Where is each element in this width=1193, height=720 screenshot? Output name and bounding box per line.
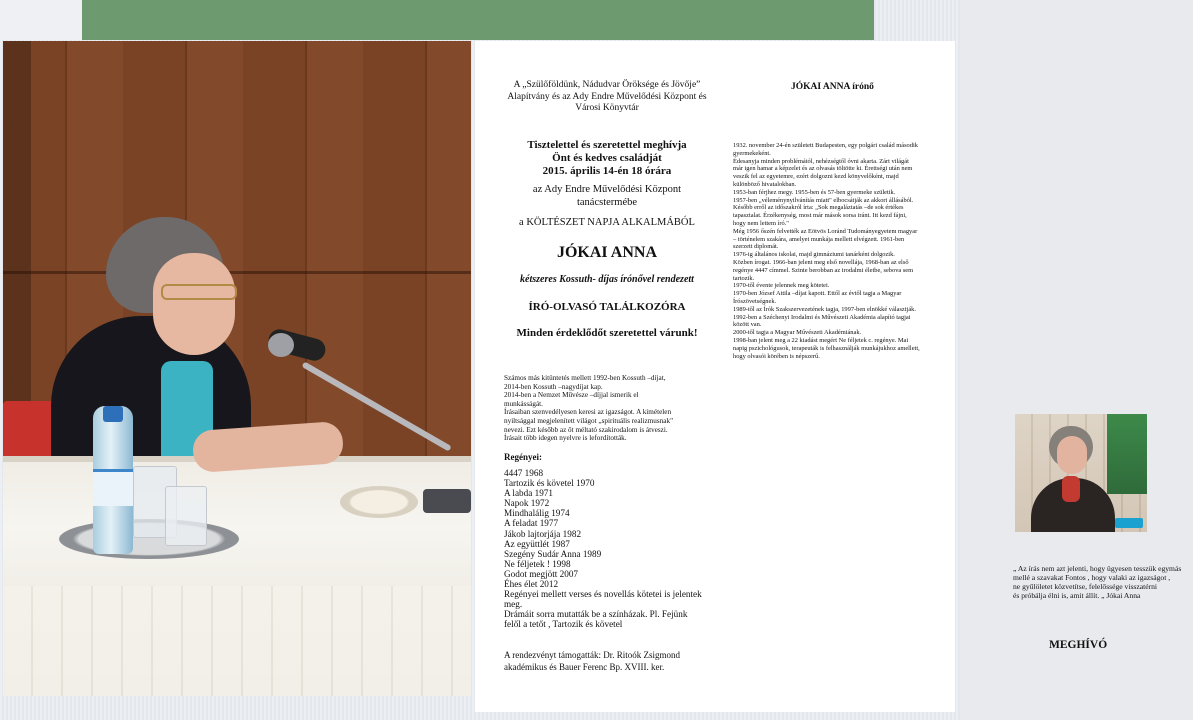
welcome-text: Minden érdeklődőt szeretettel várunk! bbox=[516, 327, 698, 339]
venue-line: tanácstermébe bbox=[576, 197, 638, 208]
bio-line: 1970-től évente jelennek meg kötetei. bbox=[733, 282, 830, 290]
bio-line: már igen hamar a képzelet és az olvasás töltötte ki. Érettségi után nem bbox=[733, 165, 913, 173]
awards-line: Számos más kitüntetés mellett 1992-ben Kossuth –díjat, bbox=[504, 374, 666, 382]
awards-line: Írásait több idegen nyelvre is lefordították. bbox=[504, 434, 627, 443]
novels-heading: Regényei: bbox=[504, 452, 542, 462]
bio-line: Még 1956 őszén felvették az Eötvös Loránd Tudományegyetem magyar bbox=[733, 227, 918, 235]
bio-line: szerzett diplomát. bbox=[733, 243, 779, 251]
bottle-label bbox=[93, 469, 133, 506]
author-description: kétszeres Kossuth- díjas írónővel rendezett bbox=[520, 274, 694, 285]
top-banner bbox=[82, 0, 874, 40]
bio-line: 1932. november 24-én született Budapesten, egy polgári család második bbox=[733, 142, 918, 149]
novel-item: Godot megjött 2007 bbox=[504, 568, 579, 579]
invite-date: 2015. április 14-én 18 órára bbox=[542, 165, 672, 177]
drinking-glass bbox=[165, 486, 207, 546]
bio-line: gyermekeként. bbox=[733, 149, 771, 157]
bottle-cap bbox=[103, 406, 123, 422]
author-portrait bbox=[1015, 414, 1147, 532]
invite-line: Tisztelettel és szeretettel meghívja bbox=[527, 139, 687, 151]
org-line: Városi Könyvtár bbox=[575, 103, 639, 113]
bio-line: 1998-ban jelent meg a 22 kiadást megért Ne féljetek c. regénye. Mai bbox=[733, 336, 909, 344]
novel-item: A labda 1971 bbox=[504, 488, 553, 499]
bio-line: 1970-ben József Attila –díjat kapott. Ettől az évtől tagja a Magyar bbox=[733, 290, 902, 298]
bio-line: Írószövetségnek. bbox=[733, 297, 777, 305]
bio-line: 1976-ig általános iskolai, majd gimnáziumi tanárként dolgozik. bbox=[733, 251, 895, 259]
novel-item: Éhes élet 2012 bbox=[504, 579, 559, 590]
novel-item: Ne féljetek ! 1998 bbox=[504, 558, 571, 569]
bio-line: Közben írogat. 1966-ban jelent meg első novellája, 1968-ban az első bbox=[733, 258, 909, 266]
sponsor-line: akadémikus és Bauer Ferenc Bp. XVIII. ker. bbox=[504, 662, 665, 672]
invite-text bbox=[481, 139, 733, 178]
novel-item: felől a tetőt , Tartozik és követel bbox=[504, 619, 623, 630]
organizer-text bbox=[481, 80, 733, 115]
tv-logo bbox=[1115, 518, 1143, 528]
bio-line: hogy olvasói körében is népszerű. bbox=[733, 352, 820, 360]
bio-line: tartozik. bbox=[733, 274, 755, 282]
awards-line: nevezi. Ezt később az őt méltató szakirodalom is átveszi. bbox=[504, 425, 668, 434]
bio-line: 1989-től az Írók Szakszervezetének tagja, 1997-ben elnökké választják. bbox=[733, 305, 916, 313]
meeting-title: ÍRÓ-OLVASÓ TALÁLKOZÓRA bbox=[528, 301, 686, 313]
table-drape bbox=[3, 586, 471, 696]
novel-item: Szegény Sudár Anna 1989 bbox=[504, 548, 602, 559]
sponsor-line: A rendezvényt támogatták: Dr. Ritoók Zsigmond bbox=[504, 650, 680, 660]
awards-line: Írásaiban szenvedélyesen keresi az igazságot. A kimételen bbox=[504, 408, 672, 417]
awards-line: 2014-ben Kossuth –nagydíjat kap. bbox=[504, 382, 603, 391]
novel-item: Regényei mellett verses és novellás kötetei is jelentek bbox=[504, 589, 702, 600]
bio-line: regénye 4447 címmel. Szinte berobban az irodalmi életbe, sebova sem bbox=[733, 266, 914, 274]
author-name: JÓKAI ANNA bbox=[556, 244, 657, 261]
quote-line: ne gyűlöletet közvetítse, felelőssége visszatérni bbox=[1013, 582, 1158, 591]
novel-item: Napok 1972 bbox=[504, 498, 550, 509]
novel-item: meg. bbox=[504, 599, 523, 610]
novel-item: Az együttlét 1987 bbox=[504, 538, 570, 549]
portrait-scarf bbox=[1062, 476, 1080, 502]
novel-item: Tartozik és követel 1970 bbox=[504, 478, 595, 489]
sponsors-text bbox=[504, 649, 724, 673]
awards-line: 2014-ben a Nemzet Művésze –díjjal ismerik el bbox=[504, 391, 639, 400]
quote-line: „ Az írás nem azt jelenti, hogy ügyesen tesszük egymás bbox=[1013, 564, 1182, 573]
invite-line: Önt és kedves családját bbox=[552, 152, 662, 164]
invitation-document bbox=[475, 41, 1182, 712]
bio-text bbox=[733, 142, 951, 360]
bio-line: tapasztalat. Érzékenység, most már mások sorsa iránt. Itt kezd fájni, bbox=[733, 212, 907, 220]
venue-text bbox=[481, 183, 733, 209]
bio-line: 1957-ben „véleménynyilvánítás miatt" elbocsátják az akkori állásából. bbox=[733, 196, 914, 204]
novel-item: Jákob lajtorjája 1982 bbox=[504, 528, 582, 539]
novel-item: 4447 1968 bbox=[504, 468, 544, 478]
bio-line: között van. bbox=[733, 321, 762, 329]
novel-item: Mindhalálig 1974 bbox=[504, 508, 570, 519]
top-left-strip bbox=[0, 0, 82, 40]
bio-line: Édesanyja minden problémától, nehézségtől óvni akarta. Zárt világát bbox=[733, 157, 909, 165]
speaker-glasses bbox=[161, 284, 237, 300]
bio-line: veszik fel az egyetemre, ezért dolgozni kezd könyvelőként, majd bbox=[733, 173, 899, 181]
table-object bbox=[423, 489, 471, 513]
bio-line: Később erről az időszakról írta: „Sok megaláztatás –de sok értékes bbox=[733, 204, 904, 212]
bio-line: hogy nem lettem író." bbox=[733, 219, 789, 227]
awards-line: nyiltsággal megjelenített világot „spirituális realizmusnak" bbox=[504, 416, 674, 425]
bio-line: 1992-ben a Széchenyi Irodalmi és Művészeti Akadémia alapító tagjai bbox=[733, 313, 911, 321]
org-line: Alapítvány és az Ady Endre Művelődési Központ és bbox=[507, 91, 707, 102]
org-line: A „Szülőföldünk, Nádudvar Öröksége és Jövője” bbox=[513, 80, 701, 90]
novel-item: A feladat 1977 bbox=[504, 518, 559, 529]
novel-item: Drámáit sorra mutatták be a színházak. Pl. Fejünk bbox=[504, 609, 688, 620]
novels-list bbox=[504, 468, 709, 630]
awards-line: munkásságát. bbox=[504, 399, 543, 408]
bio-line: 1953-ban férjhez megy. 1955-ben és 57-ben gyermeke születik. bbox=[733, 188, 896, 196]
portrait-flag bbox=[1107, 414, 1147, 494]
candy-bowl bbox=[340, 486, 418, 518]
venue-line: az Ady Endre Művelődési Központ bbox=[532, 184, 682, 195]
event-photo bbox=[3, 41, 471, 691]
awards-text bbox=[504, 374, 704, 443]
author-quote bbox=[1013, 564, 1193, 600]
quote-line: mellé a szavakat Fontos , hogy valaki az igazságot , bbox=[1013, 573, 1171, 582]
quote-line: és próbálja élni is, amit állít. „ Jókai Anna bbox=[1013, 591, 1141, 600]
bio-line: 2000-től tagja a Magyar Művészeti Akadémiának. bbox=[733, 329, 862, 337]
bio-title: JÓKAI ANNA írónő bbox=[791, 82, 874, 92]
bio-line: – történelem szakára, amelyet munkája mellett elvégzett. 1961-ben bbox=[733, 235, 905, 243]
speaker-face bbox=[153, 253, 235, 355]
portrait-face bbox=[1057, 436, 1087, 474]
bio-line: különböző hivatalokban. bbox=[733, 180, 797, 188]
microphone-head bbox=[268, 333, 294, 357]
invitation-label: MEGHÍVÓ bbox=[1049, 639, 1108, 651]
bio-line: napig pszichológusok, terapeuták is felhasználják munkájukhoz amellett, bbox=[733, 344, 920, 352]
occasion-text: a KÖLTÉSZET NAPJA ALKALMÁBÓL bbox=[519, 217, 695, 228]
